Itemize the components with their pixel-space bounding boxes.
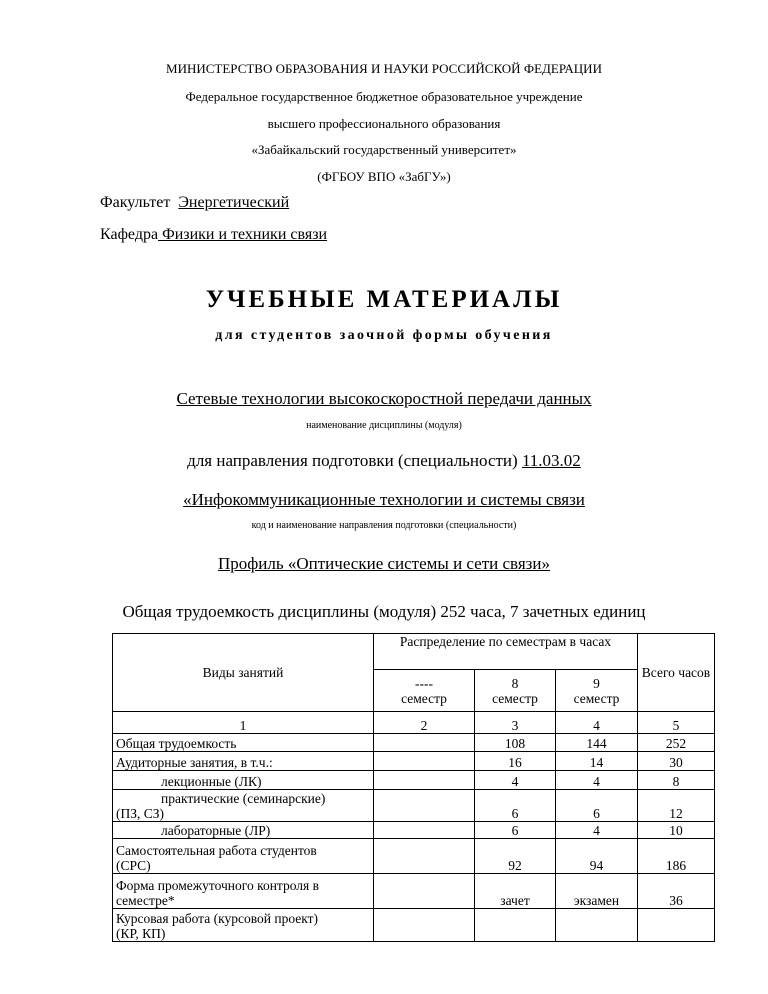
cell: 92 bbox=[475, 839, 556, 874]
institution-type-line: Федеральное государственное бюджетное образовательное учреждение bbox=[185, 89, 583, 104]
profile-line bbox=[0, 554, 768, 574]
semester-header-c: 9 семестр bbox=[556, 670, 638, 712]
cell bbox=[374, 874, 475, 909]
row-label: Аудиторные занятия, в т.ч.: bbox=[113, 752, 374, 771]
row-label: практические (семинарские) (ПЗ, СЗ) bbox=[113, 790, 374, 822]
department-value: Физики и техники связи bbox=[158, 226, 328, 243]
direction-caption: код и наименование направления подготовки (специальности) bbox=[251, 520, 517, 531]
hours-table bbox=[112, 633, 715, 942]
cell: экзамен bbox=[556, 874, 638, 909]
row-label: лабораторные (ЛР) bbox=[113, 822, 374, 839]
cell bbox=[638, 909, 715, 942]
row-label: Общая трудоемкость bbox=[113, 734, 374, 752]
workload-line: Общая трудоемкость дисциплины (модуля) 252 часа, 7 зачетных единиц bbox=[122, 602, 646, 621]
direction-name: «Инфокоммуникационные технологии и системы связи bbox=[183, 490, 585, 509]
cell: 94 bbox=[556, 839, 638, 874]
cell: 8 bbox=[638, 771, 715, 790]
faculty-line bbox=[100, 194, 289, 212]
table-row bbox=[113, 752, 715, 771]
cell: 252 bbox=[638, 734, 715, 752]
table-row bbox=[113, 822, 715, 839]
cell: 6 bbox=[475, 790, 556, 822]
department-line bbox=[100, 226, 327, 244]
document-subtitle: для студентов заочной формы обучения bbox=[215, 328, 553, 343]
cell: 14 bbox=[556, 752, 638, 771]
cell: 36 bbox=[638, 874, 715, 909]
cell: 16 bbox=[475, 752, 556, 771]
cell: 4 bbox=[556, 822, 638, 839]
table-row bbox=[113, 909, 715, 942]
faculty-value: Энергетический bbox=[178, 194, 290, 211]
table-row bbox=[113, 790, 715, 822]
cell: 4 bbox=[556, 771, 638, 790]
profile-name: Профиль «Оптические системы и сети связи» bbox=[218, 554, 550, 573]
semester-header-b: 8 семестр bbox=[475, 670, 556, 712]
table-row bbox=[113, 874, 715, 909]
total-header: Всего часов bbox=[638, 634, 715, 712]
cell: зачет bbox=[475, 874, 556, 909]
column-number-row bbox=[113, 712, 715, 734]
cell: 6 bbox=[475, 822, 556, 839]
cell bbox=[374, 771, 475, 790]
discipline-caption: наименование дисциплины (модуля) bbox=[306, 420, 462, 431]
discipline-name-line bbox=[0, 389, 768, 409]
cell: 4 bbox=[475, 771, 556, 790]
table-row bbox=[113, 839, 715, 874]
row-label: Форма промежуточного контроля в семестре* bbox=[113, 874, 374, 909]
row-label: Курсовая работа (курсовой проект) (КР, КП) bbox=[113, 909, 374, 942]
cell: 12 bbox=[638, 790, 715, 822]
cell bbox=[374, 752, 475, 771]
distribution-header: Распределение по семестрам в часах bbox=[374, 634, 638, 670]
ministry-line: МИНИСТЕРСТВО ОБРАЗОВАНИЯ И НАУКИ РОССИЙСКОЙ ФЕДЕРАЦИИ bbox=[166, 61, 602, 76]
column-number: 1 bbox=[113, 712, 374, 734]
cell: 144 bbox=[556, 734, 638, 752]
cell bbox=[374, 790, 475, 822]
department-label: Кафедра bbox=[100, 226, 159, 243]
document-title: УЧЕБНЫЕ МАТЕРИАЛЫ bbox=[205, 286, 563, 313]
cell: 6 bbox=[556, 790, 638, 822]
cell: 108 bbox=[475, 734, 556, 752]
direction-name-line bbox=[0, 490, 768, 510]
cell bbox=[556, 909, 638, 942]
types-header: Виды занятий bbox=[113, 634, 374, 712]
faculty-label: Факультет bbox=[100, 194, 171, 211]
direction-label: для направления подготовки (специальности) bbox=[187, 451, 518, 470]
semester-header-a: ---- семестр bbox=[374, 670, 475, 712]
table-row bbox=[113, 734, 715, 752]
column-number: 3 bbox=[475, 712, 556, 734]
cell bbox=[374, 839, 475, 874]
cell bbox=[374, 909, 475, 942]
table-header-row bbox=[113, 634, 715, 670]
education-level-line: высшего профессионального образования bbox=[267, 116, 501, 131]
direction-code: 11.03.02 bbox=[521, 451, 581, 470]
cell bbox=[475, 909, 556, 942]
cell: 10 bbox=[638, 822, 715, 839]
university-abbreviation: (ФГБОУ ВПО «ЗабГУ») bbox=[317, 169, 451, 184]
column-number: 5 bbox=[638, 712, 715, 734]
cell bbox=[374, 734, 475, 752]
direction-line bbox=[0, 451, 768, 471]
column-number: 2 bbox=[374, 712, 475, 734]
column-number: 4 bbox=[556, 712, 638, 734]
row-label: Самостоятельная работа студентов (СРС) bbox=[113, 839, 374, 874]
table-row bbox=[113, 771, 715, 790]
cell: 186 bbox=[638, 839, 715, 874]
row-label: лекционные (ЛК) bbox=[113, 771, 374, 790]
university-name: «Забайкальский государственный университет» bbox=[251, 142, 517, 157]
cell: 30 bbox=[638, 752, 715, 771]
cell bbox=[374, 822, 475, 839]
discipline-name: Сетевые технологии высокоскоростной передачи данных bbox=[176, 389, 592, 408]
